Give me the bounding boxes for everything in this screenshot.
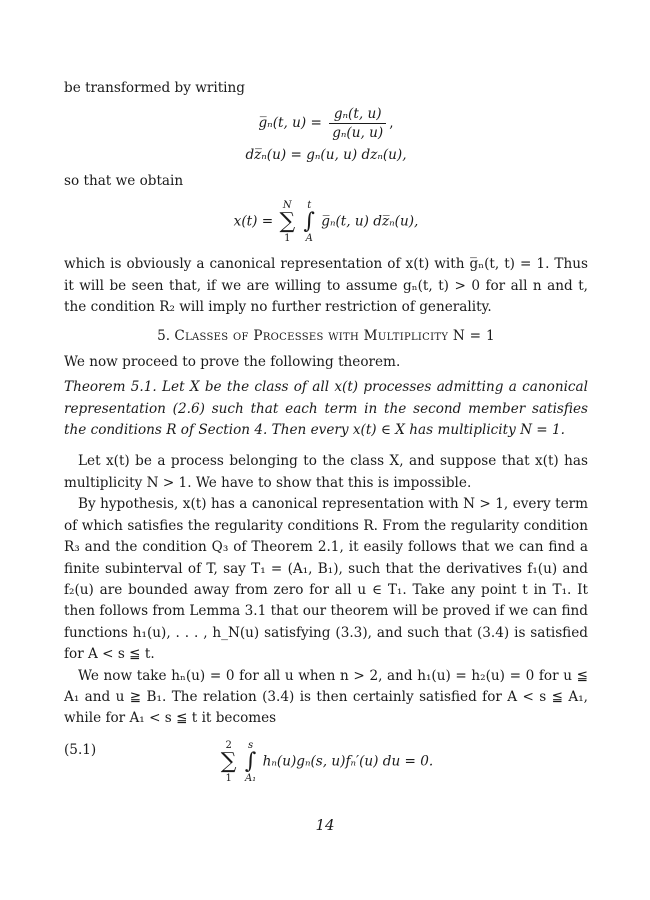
paragraph: We now take hₙ(u) = 0 for all u when n > 2, and h₁(u) = h₂(u) = 0 for u ≦ A₁ and u ≧ B₁. The relation (3.4) is then certainly satisfied for A < s ≦ A₁, while for A₁ < s ≦ t it becomes (64, 667, 588, 727)
equation-2: dz̅ₙ(u) = gₙ(u, u) dzₙ(u), (245, 147, 407, 164)
page-number: 14 (315, 816, 335, 834)
paragraph: By hypothesis, x(t) has a canonical representation with N > 1, every term of which satisfies the regularity conditions R. From the regularity condition R₃ and the condition Q₃ of Theorem 2.1, it easily follows that we can find a finite subinterval of T, say T₁ = (A₁, B₁), such that the derivatives f₁(u) and f₂(u) are bounded away from zero for all u ∈ T₁. Take any point t in T₁. It then follows from Lemma 3.1 that our theorem will be proved if we can find functions h₁(u), . . . , h_N(u) satisfying (3.3), and such that (3.4) is satisfied for A < s ≦ t. (64, 496, 588, 663)
sum-upper: 2 (225, 739, 232, 751)
integral-sign: s ∫ A₁ (244, 739, 257, 784)
equation-5-1 (64, 740, 588, 784)
integral-upper: t (307, 200, 312, 212)
summation-sign: N ∑ 1 (279, 200, 296, 245)
theorem-statement: Theorem 5.1. Let X be the class of all x(t) processes admitting a canonical representation (2.6) such that each term in the second member satisfies the conditions R of Section 4. Then every x(t) ∈ X has multiplicity N = 1. (64, 379, 588, 439)
integral-lower: A (305, 233, 313, 245)
eq3-lhs: x(t) = (233, 213, 274, 230)
sum-lower: 1 (225, 772, 232, 784)
text-line: be transformed by writing (64, 80, 245, 96)
eq1-denominator: gₙ(u, u) (332, 125, 384, 142)
equation-1: g̅ₙ(t, u) = $\frac{\text{gₙ(t, u)}}{\text{gₙ(u, u)}}$ , (258, 106, 394, 142)
integral-sign: t ∫ A (303, 200, 315, 245)
page-body (64, 78, 588, 787)
eq1-lhs: g̅ₙ(t, u) = (258, 115, 327, 132)
equation-number: (5.1) (64, 741, 97, 758)
eq1-numerator: gₙ(t, u) (329, 105, 386, 124)
eq4-rhs: hₙ(u)gₙ(s, u)fₙ′(u) du = 0. (262, 753, 434, 770)
equation-3 (64, 200, 588, 244)
integral-lower: A₁ (244, 772, 257, 784)
text-line: so that we obtain (64, 172, 184, 189)
section-heading (64, 326, 588, 347)
paragraph: which is obviously a canonical representation of x(t) with g̅ₙ(t, t) = 1. Thus it will be seen that, if we are willing to assume gₙ(t, t) > 0 for all n and t, the condition R₂ will imply no further restriction of generality. (64, 256, 588, 316)
paragraph: We now proceed to prove the following theorem. (64, 353, 401, 370)
section-number: 5. (157, 328, 171, 345)
summation-sign: 2 ∑ 1 (220, 739, 237, 784)
eq1-fraction (329, 105, 386, 142)
section-title: Classes of Processes with Multiplicity N = 1 (174, 328, 495, 345)
sum-upper: N (282, 200, 292, 212)
eq3-rhs: g̅ₙ(t, u) dz̅ₙ(u), (321, 213, 419, 230)
integral-upper: s (247, 739, 254, 751)
sum-lower: 1 (284, 233, 291, 245)
paragraph: Let x(t) be a process belonging to the class X, and suppose that x(t) has multiplicity N > 1. We have to show that this is impossible. (64, 453, 588, 491)
